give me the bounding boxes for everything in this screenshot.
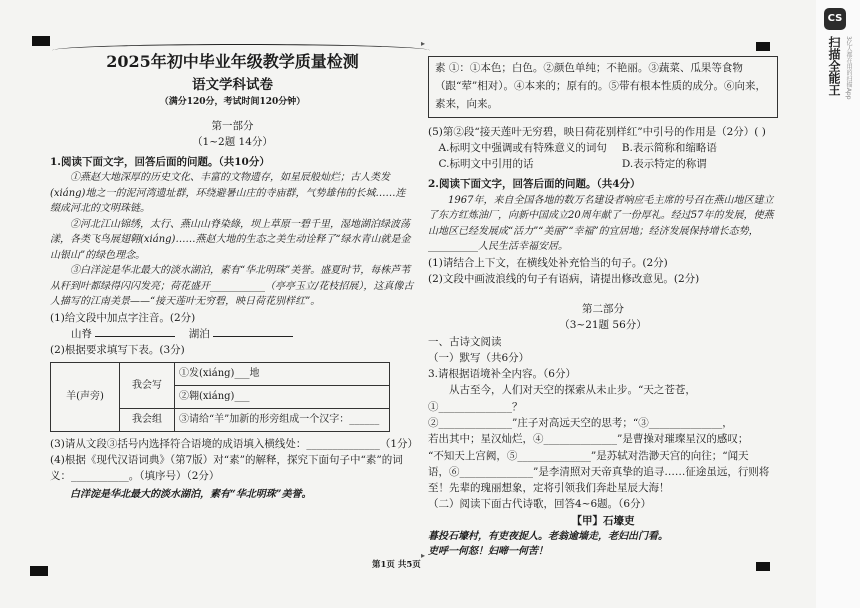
table-write-label: 我会写 — [120, 362, 175, 408]
exam-title: 2025年初中毕业年级教学质量检测 — [106, 52, 359, 71]
q1-1-blank-b[interactable] — [213, 326, 293, 337]
part2-range: （3~21题 56分） — [559, 319, 647, 332]
q1-5-options-ab — [428, 140, 778, 156]
exam-meta: （满分120分，考试时间120分钟） — [159, 96, 306, 107]
registration-mark-top-right — [756, 42, 770, 51]
page-footer: 第1页 共5页 — [372, 560, 421, 570]
q1-4-quote: 白洋淀是华北最大的淡水湖泊，素有“华北明珠”美誉。 — [70, 488, 312, 500]
table-combine-row[interactable]: ③请给“羊”加新的形旁组成一个汉字：______ — [175, 408, 390, 431]
q1-1-word-a: 山脊 — [71, 328, 92, 341]
q1-5: (5)第②段“接天莲叶无穷碧，映日荷花别样红”中引号的作用是（2分）( ) — [428, 125, 766, 138]
table-write-row-2[interactable]: ②翱(xiáng)___ — [175, 385, 390, 408]
poem-title: 【甲】石壕吏 — [571, 514, 635, 527]
q3-line-1: 从古至今，人们对天空的探索从未止步。“天之苍苍，①______________？ — [428, 384, 696, 413]
option-b[interactable]: B.表示简称和缩略语 — [621, 141, 717, 154]
passage-para-1: ①燕赵大地深厚的历史文化、丰富的文物遗存，如星辰般灿烂；古人类发(xiáng)地之一的泥河湾遗址群，环绕避暑山庄的寺庙群，气势雄伟的长城……连缀成河北的文明珠链。 — [50, 172, 406, 215]
q1-1-word-b: 湖泊 — [188, 328, 210, 341]
passage-para-2: ②河北江山锦绣，太行、燕山山脊染綠，坝上草原一碧千里，湿地湖泊绿波荡漾，各类飞鸟展翅翱(xiáng)……燕赵大地的生态之美生动诠释了“绿水青山就是金山银山”的绿色理念。 — [50, 218, 411, 261]
scanner-app-name: 扫描全能王 — [827, 36, 841, 96]
exam-subtitle: 语文学科试卷 — [192, 76, 273, 93]
q1-5-options-cd — [428, 156, 778, 172]
q1-3: (3)请从文段③括号内选择符合语境的成语填入横线处：______________（1分） — [50, 437, 419, 450]
poem-line-1: 暮投石壕村，有吏夜捉人。老翁逾墙走，老妇出门看。 — [428, 530, 668, 542]
dictionary-note: 素 ①：①本色；白色。②颜色单纯；不艳丽。③蔬菜、瓜果等食物（跟“荤”相对）。④本来的；原有的。⑤带有根本性质的成分。⑥向来，素来，向来。 — [435, 62, 766, 110]
part1-range: （1~2题 14分） — [192, 135, 273, 148]
q1-2: (2)根据要求填写下表。(3分) — [50, 344, 185, 357]
q2-1: (1)请结合上下文，在横线处补充恰当的句子。(2分) — [428, 256, 668, 269]
scanner-logo-icon: CS — [824, 8, 846, 30]
q3-prompt: 3.请根据语境补全内容。（6分） — [428, 368, 576, 381]
q3-line-4: “不知天上宫阙，⑤______________”是苏轼对浩渺天宫的向往；“闻天 — [428, 449, 749, 462]
option-c[interactable]: C.标明文中引用的话 — [438, 158, 534, 171]
left-column — [50, 48, 419, 502]
q3-line-3: 若出其中；星汉灿烂，④______________”是曹操对璀璨星汉的感叹； — [428, 433, 749, 446]
table-write-row-1[interactable]: ①发(xiáng)___地 — [175, 362, 390, 385]
right-column — [428, 56, 778, 560]
table-combine-label: 我会组 — [120, 408, 175, 431]
q1-1: (1)给文段中加点字注音。(2分) — [50, 311, 196, 324]
passage-para-3: ③白洋淀是华北最大的淡水湖泊，素有“华北明珠”美誉。盛夏时节，每株芦苇从秆到叶都绿得闪闪发亮；荷花盛开___________（亭亭玉立/花枝招展），这真像古人描写的江南美景——“接天莲叶无穷碧，映日荷花别样红”。 — [50, 265, 414, 308]
q1-4: (4)根据《现代汉语词典》（第7版）对“素”的解释，探究下面句子中“素”的词义：___________。（填序号）（2分） — [50, 454, 403, 483]
q3-line-2: ②______________”庄子对高远天空的思考；“③______________， — [428, 416, 733, 429]
table-radical-cell: 羊(声旁) — [51, 362, 120, 431]
q1-intro: 1.阅读下面文字，回答后面的问题。（共10分） — [50, 156, 270, 169]
character-table — [50, 362, 390, 432]
fold-mark-bottom: ▸ — [421, 551, 426, 560]
option-d[interactable]: D.表示特定的称谓 — [621, 158, 707, 171]
registration-mark-bottom-right — [756, 562, 770, 571]
poem-line-2: 吏呼一何怒！妇啼一何苦！ — [428, 546, 548, 558]
section-dictation: （一）默写（共6分） — [428, 351, 530, 364]
dictionary-note-box — [428, 56, 778, 118]
q2-intro: 2.阅读下面文字，回答后面的问题。（共4分） — [428, 178, 641, 191]
q2-passage: 1967年，来自全国各地的数万名建设者响应毛主席的号召在燕山地区建立了东方红炼油厂，向新中国成立20周年献了一份厚礼。经过57年的发展，使燕山地区已经发展成“活力”“美丽”“幸福”的宜居地；经济发展保持增长态势，__________人民生活幸福安居。 — [428, 194, 774, 253]
fold-mark-top: ▸ — [421, 39, 426, 48]
part2-heading: 第二部分 — [582, 303, 624, 316]
scanner-app-strip — [816, 0, 860, 608]
section-poetry: （二）阅读下面古代诗歌，回答4~6题。（6分） — [428, 498, 652, 511]
section-classical: 一、古诗文阅读 — [428, 335, 502, 348]
option-a[interactable]: A.标明文中强调或有特殊意义的词句 — [438, 141, 607, 154]
part1-heading: 第一部分 — [211, 119, 254, 132]
q2-2: (2)文段中画波浪线的句子有语病，请提出修改意见。(2分) — [428, 272, 700, 285]
scanner-app-tagline: 3亿人都在用的扫描App — [845, 36, 852, 100]
q3-line-5: 语，⑥______________”是李清照对天帝真挚的追寻……征途虽远，行则将 — [428, 465, 770, 478]
q1-1-answers — [50, 326, 415, 342]
registration-mark-top-left — [32, 36, 50, 46]
registration-mark-bottom-left — [30, 566, 48, 576]
q1-1-blank-a[interactable] — [95, 326, 175, 337]
q3-line-6: 至！先辈的瑰丽想象，定将引领我们奔赴星辰大海！ — [428, 482, 670, 495]
